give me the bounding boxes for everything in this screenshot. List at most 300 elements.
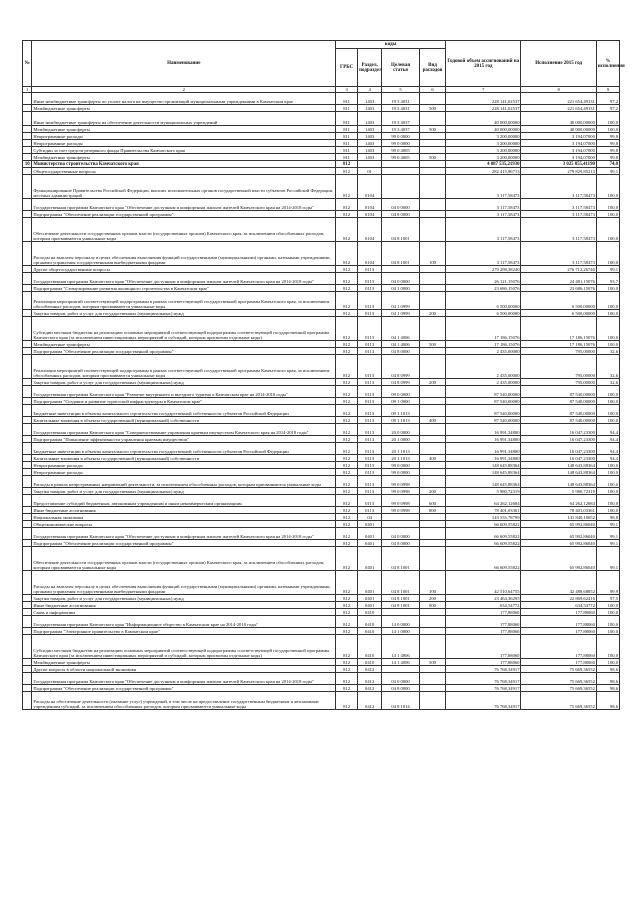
row-kind: [419, 673, 445, 685]
row-percent: 94,4: [596, 443, 619, 455]
row-exec: 17 186,15076: [521, 341, 596, 348]
row-kind: [419, 398, 445, 405]
row-number: [23, 476, 32, 488]
table-row: [23, 659, 620, 666]
table-row: [23, 540, 620, 547]
row-section: 1403: [358, 93, 382, 105]
row-percent: 99,9: [596, 571, 619, 595]
table-row: [23, 635, 620, 659]
row-number: [23, 211, 32, 218]
row-plan: 279 298,38240: [446, 266, 521, 273]
row-exec: 141 840,10652: [521, 514, 596, 521]
row-percent: 98,6: [596, 692, 619, 710]
row-plan: 17 186,15076: [446, 317, 521, 341]
row-section: 0412: [358, 673, 382, 685]
row-section: 0412: [358, 666, 382, 673]
row-article: 04 8 1001: [382, 242, 420, 266]
row-number: [23, 168, 32, 175]
row-article: [382, 666, 420, 673]
row-exec: 177,88060: [521, 659, 596, 666]
row-article: 20 1 1013: [382, 443, 420, 455]
row-name: Расходы в рамках непрограммных направлений деятельности, за исключением обособленных расходов, которым присваиваются уникальные коды: [32, 476, 336, 488]
row-name: Иные бюджетные ассигнования: [32, 602, 336, 609]
row-number: [23, 317, 32, 341]
row-exec: 65 992,86040: [521, 528, 596, 540]
table-row: [23, 528, 620, 540]
row-plan: 143 555,78799: [446, 514, 521, 521]
row-grbs: 811: [336, 154, 358, 161]
row-name: Межбюджетные трансферты: [32, 105, 336, 112]
row-kind: [419, 211, 445, 218]
row-article: 09 1 1013: [382, 405, 420, 417]
row-section: 0113: [358, 476, 382, 488]
table-row: [23, 348, 620, 355]
row-grbs: 812: [336, 469, 358, 476]
row-article: 99 0 4005: [382, 154, 420, 161]
row-exec: 40 000,00000: [521, 126, 596, 133]
row-section: 0113: [358, 436, 382, 443]
row-grbs: 812: [336, 405, 358, 417]
row-name: Связь и информатика: [32, 609, 336, 616]
index-cell: 4: [358, 87, 382, 93]
row-section: 0113: [358, 507, 382, 514]
row-percent: 100,0: [596, 417, 619, 424]
row-exec: 75 669,36552: [521, 692, 596, 710]
table-row: [23, 673, 620, 685]
table-row: [23, 602, 620, 609]
row-article: 99 0 0000: [382, 462, 420, 469]
row-plan: 3 117,58473: [446, 175, 521, 199]
row-exec: 795,00000: [521, 379, 596, 386]
row-exec: 3 194,07000: [521, 147, 596, 154]
row-exec: 42 488,68852: [521, 571, 596, 595]
row-article: 04 1 0999: [382, 292, 420, 310]
row-section: 01: [358, 168, 382, 175]
row-grbs: 812: [336, 386, 358, 398]
table-row: [23, 175, 620, 199]
header-article: Целевая статья: [382, 49, 420, 87]
row-number: [23, 355, 32, 379]
row-number: [23, 659, 32, 666]
table-row: [23, 488, 620, 495]
row-section: 0410: [358, 628, 382, 635]
row-grbs: 812: [336, 609, 358, 616]
table-row: [23, 507, 620, 514]
row-plan: 76 768,34917: [446, 673, 521, 685]
row-number: [23, 175, 32, 199]
row-percent: 100,0: [596, 112, 619, 126]
row-kind: [419, 348, 445, 355]
row-section: 0412: [358, 685, 382, 692]
row-section: 0113: [358, 417, 382, 424]
row-grbs: 812: [336, 355, 358, 379]
row-percent: 100,0: [596, 616, 619, 628]
row-exec: 24 481,15076: [521, 273, 596, 285]
row-percent: 99,1: [596, 540, 619, 547]
row-percent: 97,2: [596, 105, 619, 112]
row-percent: 99,1: [596, 521, 619, 528]
row-kind: 400: [419, 417, 445, 424]
row-plan: 23 686,15076: [446, 285, 521, 292]
row-kind: [419, 528, 445, 540]
row-kind: [419, 476, 445, 488]
row-section: 0113: [358, 386, 382, 398]
row-section: 1403: [358, 154, 382, 161]
row-percent: 99,1: [596, 168, 619, 175]
table-row: [23, 211, 620, 218]
table-row: [23, 685, 620, 692]
row-number: [23, 469, 32, 476]
row-number: [23, 133, 32, 140]
row-exec: 3 117,58473: [521, 175, 596, 199]
row-article: 04 8 1014: [382, 692, 420, 710]
row-percent: 97,5: [596, 595, 619, 602]
header-no: №: [23, 41, 32, 87]
row-name: Государственная программа Камчатского края "Обеспечение доступным и комфортным жильем жителей Камчатского края на 2014-2018 годы": [32, 673, 336, 685]
row-exec: 5 980,72319: [521, 488, 596, 495]
row-section: 0113: [358, 379, 382, 386]
row-exec: 177,88060: [521, 609, 596, 616]
index-cell: 9: [596, 87, 619, 93]
row-section: 0401: [358, 571, 382, 595]
table-row: [23, 292, 620, 310]
row-percent: 98,6: [596, 666, 619, 673]
row-kind: 500: [419, 126, 445, 133]
row-plan: 17 186,15076: [446, 341, 521, 348]
row-section: 0113: [358, 488, 382, 495]
row-grbs: 812: [336, 168, 358, 175]
row-plan: 16 991,34800: [446, 443, 521, 455]
row-plan: 228 141,02537: [446, 93, 521, 105]
row-exec: 16 047,23300: [521, 424, 596, 436]
row-article: 99 0 0000: [382, 140, 420, 147]
row-name: Субсидии местным бюджетам на реализацию основных мероприятий соответствующей подпрограммы соответствующей государственной программы Камчатского края (за исключением инвестиционных мероприятий и субсидий, которым присвоены отдельные коды): [32, 317, 336, 341]
row-kind: [419, 285, 445, 292]
row-kind: [419, 175, 445, 199]
table-row: [23, 317, 620, 341]
row-article: 04 1 4006: [382, 341, 420, 348]
row-grbs: 812: [336, 616, 358, 628]
row-grbs: 812: [336, 488, 358, 495]
row-section: 0412: [358, 692, 382, 710]
table-row: [23, 616, 620, 628]
table-row: [23, 666, 620, 673]
row-percent: 99,8: [596, 133, 619, 140]
row-article: 04 8 1001: [382, 595, 420, 602]
row-grbs: 812: [336, 514, 358, 521]
row-kind: 500: [419, 659, 445, 666]
row-number: [23, 443, 32, 455]
row-article: [382, 609, 420, 616]
row-number: [23, 405, 32, 417]
row-exec: 279 829,85213: [521, 168, 596, 175]
row-plan: 87 540,00000: [446, 417, 521, 424]
row-kind: [419, 443, 445, 455]
row-kind: [419, 266, 445, 273]
row-section: 0113: [358, 495, 382, 507]
row-number: [23, 379, 32, 386]
row-plan: 177,88060: [446, 628, 521, 635]
row-plan: 26 121,15076: [446, 273, 521, 285]
row-percent: 100,0: [596, 126, 619, 133]
table-row: [23, 514, 620, 521]
row-plan: 228 141,02537: [446, 105, 521, 112]
row-grbs: 812: [336, 317, 358, 341]
header-codes: коды: [336, 41, 446, 49]
row-grbs: 812: [336, 666, 358, 673]
row-section: 0104: [358, 175, 382, 199]
row-exec: 3 194,07000: [521, 133, 596, 140]
row-number: [23, 93, 32, 105]
table-row: [23, 199, 620, 211]
row-grbs: 812: [336, 659, 358, 666]
row-exec: 40 000,00000: [521, 112, 596, 126]
row-exec: 75 669,36552: [521, 673, 596, 685]
row-kind: [419, 386, 445, 398]
row-plan: 6 500,00000: [446, 292, 521, 310]
table-row: [23, 285, 620, 292]
row-percent: 100,0: [596, 495, 619, 507]
row-name: Реализация мероприятий соответствующей подпрограммы в рамках соответствующей государственной программы Камчатского края, за исключением обособленных расходов, которым присваиваются уникальные коды: [32, 355, 336, 379]
row-article: 19 3 4031: [382, 105, 420, 112]
row-percent: 94,4: [596, 424, 619, 436]
row-plan: 148 645,88364: [446, 462, 521, 469]
row-number: [23, 595, 32, 602]
row-name: Иные бюджетные ассигнования: [32, 507, 336, 514]
row-number: [23, 341, 32, 348]
row-article: 19 3 4037: [382, 126, 420, 133]
row-number: [23, 199, 32, 211]
row-plan: 76 768,34917: [446, 692, 521, 710]
row-number: [23, 273, 32, 285]
row-kind: [419, 692, 445, 710]
row-kind: 500: [419, 341, 445, 348]
row-kind: 200: [419, 488, 445, 495]
row-article: 04 8 1001: [382, 218, 420, 242]
row-number: [23, 242, 32, 266]
table-row: [23, 424, 620, 436]
row-percent: 98,6: [596, 673, 619, 685]
row-article: 99 0 0998: [382, 507, 420, 514]
row-number: [23, 635, 32, 659]
row-name: Предоставление субсидий бюджетным, автономным учреждениям и иным некоммерческим организациям: [32, 495, 336, 507]
row-grbs: 812: [336, 199, 358, 211]
table-row: [23, 218, 620, 242]
row-percent: 97,2: [596, 93, 619, 105]
row-exec: 16 047,23300: [521, 455, 596, 462]
row-grbs: 812: [336, 273, 358, 285]
table-row: [23, 436, 620, 443]
row-grbs: 812: [336, 528, 358, 540]
row-percent: 100,0: [596, 628, 619, 635]
row-percent: 99,1: [596, 528, 619, 540]
row-grbs: 812: [336, 242, 358, 266]
row-plan: 634,54772: [446, 602, 521, 609]
row-article: 04 8 0000: [382, 540, 420, 547]
row-article: 99 0 0998: [382, 476, 420, 488]
row-number: [23, 424, 32, 436]
row-article: 04 1 0000: [382, 285, 420, 292]
row-name: Расходы на выплаты персоналу в целях обеспечения выполнения функций государственными (муниципальными) органами, казенными учреждениями, органами управления государственными внебюджетными фондами: [32, 242, 336, 266]
row-article: 09 0 0000: [382, 386, 420, 398]
row-number: 10: [23, 161, 32, 168]
row-plan: 66 609,55822: [446, 540, 521, 547]
table-row: [23, 379, 620, 386]
row-plan: 66 609,55822: [446, 547, 521, 571]
row-article: 04 8 0000: [382, 211, 420, 218]
table-row: [23, 455, 620, 462]
row-kind: 200: [419, 595, 445, 602]
row-section: 04: [358, 514, 382, 521]
row-plan: 23 464,36295: [446, 595, 521, 602]
row-exec: 87 540,00000: [521, 398, 596, 405]
row-name: Общегосударственные вопросы: [32, 168, 336, 175]
table-row: [23, 161, 620, 168]
row-section: 1403: [358, 147, 382, 154]
row-kind: [419, 547, 445, 571]
row-section: 0113: [358, 317, 382, 341]
row-article: [382, 514, 420, 521]
row-kind: [419, 405, 445, 417]
table-row: [23, 547, 620, 571]
row-kind: [419, 273, 445, 285]
row-percent: 99,8: [596, 147, 619, 154]
row-number: [23, 673, 32, 685]
row-number: [23, 386, 32, 398]
row-name: Капитальные вложения в объекты государственной (муниципальной) собственности: [32, 417, 336, 424]
row-plan: 3 117,58473: [446, 242, 521, 266]
table-row: [23, 355, 620, 379]
row-plan: 3 117,58473: [446, 211, 521, 218]
row-percent: 100,0: [596, 469, 619, 476]
row-article: 20 1 0000: [382, 436, 420, 443]
row-exec: 65 992,86040: [521, 540, 596, 547]
row-kind: [419, 540, 445, 547]
row-kind: [419, 199, 445, 211]
row-number: [23, 514, 32, 521]
row-article: 14 0 0000: [382, 616, 420, 628]
row-section: 0113: [358, 310, 382, 317]
row-number: [23, 488, 32, 495]
row-article: 04 8 0000: [382, 685, 420, 692]
row-grbs: 812: [336, 341, 358, 348]
row-name: Закупка товаров, работ и услуг для государственных (муниципальных) нужд: [32, 488, 336, 495]
table-row: [23, 310, 620, 317]
row-exec: 221 654,49131: [521, 105, 596, 112]
row-exec: 795,00000: [521, 348, 596, 355]
row-section: 0113: [358, 266, 382, 273]
row-kind: 100: [419, 242, 445, 266]
row-grbs: 812: [336, 602, 358, 609]
row-plan: 4 087 535,21930: [446, 161, 521, 168]
row-percent: 100,0: [596, 310, 619, 317]
row-section: 0104: [358, 199, 382, 211]
row-article: [382, 168, 420, 175]
row-grbs: 812: [336, 673, 358, 685]
row-article: 99 0 0998: [382, 488, 420, 495]
row-exec: 65 992,86040: [521, 547, 596, 571]
row-name: Субсидии местным бюджетам на реализацию основных мероприятий соответствующей подпрограммы соответствующей государственной программы Камчатского края (за исключением инвестиционных мероприятий и субсидий, которым присвоены отдельные коды): [32, 635, 336, 659]
table-row: [23, 469, 620, 476]
row-section: 0113: [358, 273, 382, 285]
row-kind: [419, 616, 445, 628]
row-kind: 800: [419, 507, 445, 514]
row-plan: 3 117,58473: [446, 199, 521, 211]
row-exec: 148 643,88364: [521, 469, 596, 476]
row-plan: 148 645,88364: [446, 476, 521, 488]
table-row: [23, 147, 620, 154]
row-name: Субсидии за счет средств резервного фонда Правительства Камчатского края: [32, 147, 336, 154]
row-number: [23, 666, 32, 673]
row-exec: 6 500,00000: [521, 310, 596, 317]
row-percent: 100,0: [596, 285, 619, 292]
row-grbs: 811: [336, 105, 358, 112]
index-cell: 7: [446, 87, 521, 93]
header-plan: Годовой объем ассигнований на 2015 год: [446, 41, 521, 87]
row-number: [23, 547, 32, 571]
row-plan: 16 991,34800: [446, 424, 521, 436]
row-number: [23, 616, 32, 628]
index-cell: 8: [521, 87, 596, 93]
row-name: Обеспечение деятельности государственных органов власти (государственных органов) Камчатского края, за исключением обособленных расходов, которым присваиваются уникальные коды: [32, 218, 336, 242]
row-section: 0401: [358, 540, 382, 547]
row-section: 0401: [358, 595, 382, 602]
row-section: 1403: [358, 112, 382, 126]
row-name: Непрограммные расходы: [32, 140, 336, 147]
row-exec: 87 540,00000: [521, 417, 596, 424]
row-section: 0104: [358, 211, 382, 218]
row-kind: [419, 436, 445, 443]
row-article: 04 1 0999: [382, 310, 420, 317]
table-row: [23, 126, 620, 133]
header-grbs: ГРБС: [336, 49, 358, 87]
row-section: 0113: [358, 355, 382, 379]
row-number: [23, 140, 32, 147]
row-grbs: 811: [336, 93, 358, 105]
row-exec: 65 992,86040: [521, 521, 596, 528]
table-row: [23, 443, 620, 455]
row-grbs: 811: [336, 147, 358, 154]
row-name: Другие общегосударственные вопросы: [32, 266, 336, 273]
row-plan: 148 645,88364: [446, 469, 521, 476]
row-plan: 64 262,12684: [446, 495, 521, 507]
row-name: Государственная программа Камчатского края "Обеспечение доступным и комфортным жильем жителей Камчатского края на 2014-2018 годы": [32, 199, 336, 211]
row-grbs: 811: [336, 140, 358, 147]
row-percent: 100,0: [596, 175, 619, 199]
row-number: [23, 292, 32, 310]
row-section: 0410: [358, 659, 382, 666]
row-name: Подпрограмма "Обеспечение реализации государственной программы": [32, 685, 336, 692]
row-section: 0410: [358, 635, 382, 659]
row-section: 0410: [358, 609, 382, 616]
row-grbs: 812: [336, 424, 358, 436]
row-section: 0113: [358, 341, 382, 348]
row-grbs: 812: [336, 685, 358, 692]
row-kind: [419, 317, 445, 341]
row-name: Непрограммные расходы: [32, 462, 336, 469]
row-number: [23, 495, 32, 507]
row-exec: 3 194,07000: [521, 154, 596, 161]
row-section: 0113: [358, 462, 382, 469]
row-number: [23, 285, 32, 292]
row-exec: 634,54772: [521, 602, 596, 609]
row-kind: [419, 161, 445, 168]
table-row: [23, 521, 620, 528]
index-cell: 5: [382, 87, 420, 93]
row-exec: 148 643,88364: [521, 476, 596, 488]
row-percent: 100,0: [596, 609, 619, 616]
row-plan: 3 200,00000: [446, 147, 521, 154]
